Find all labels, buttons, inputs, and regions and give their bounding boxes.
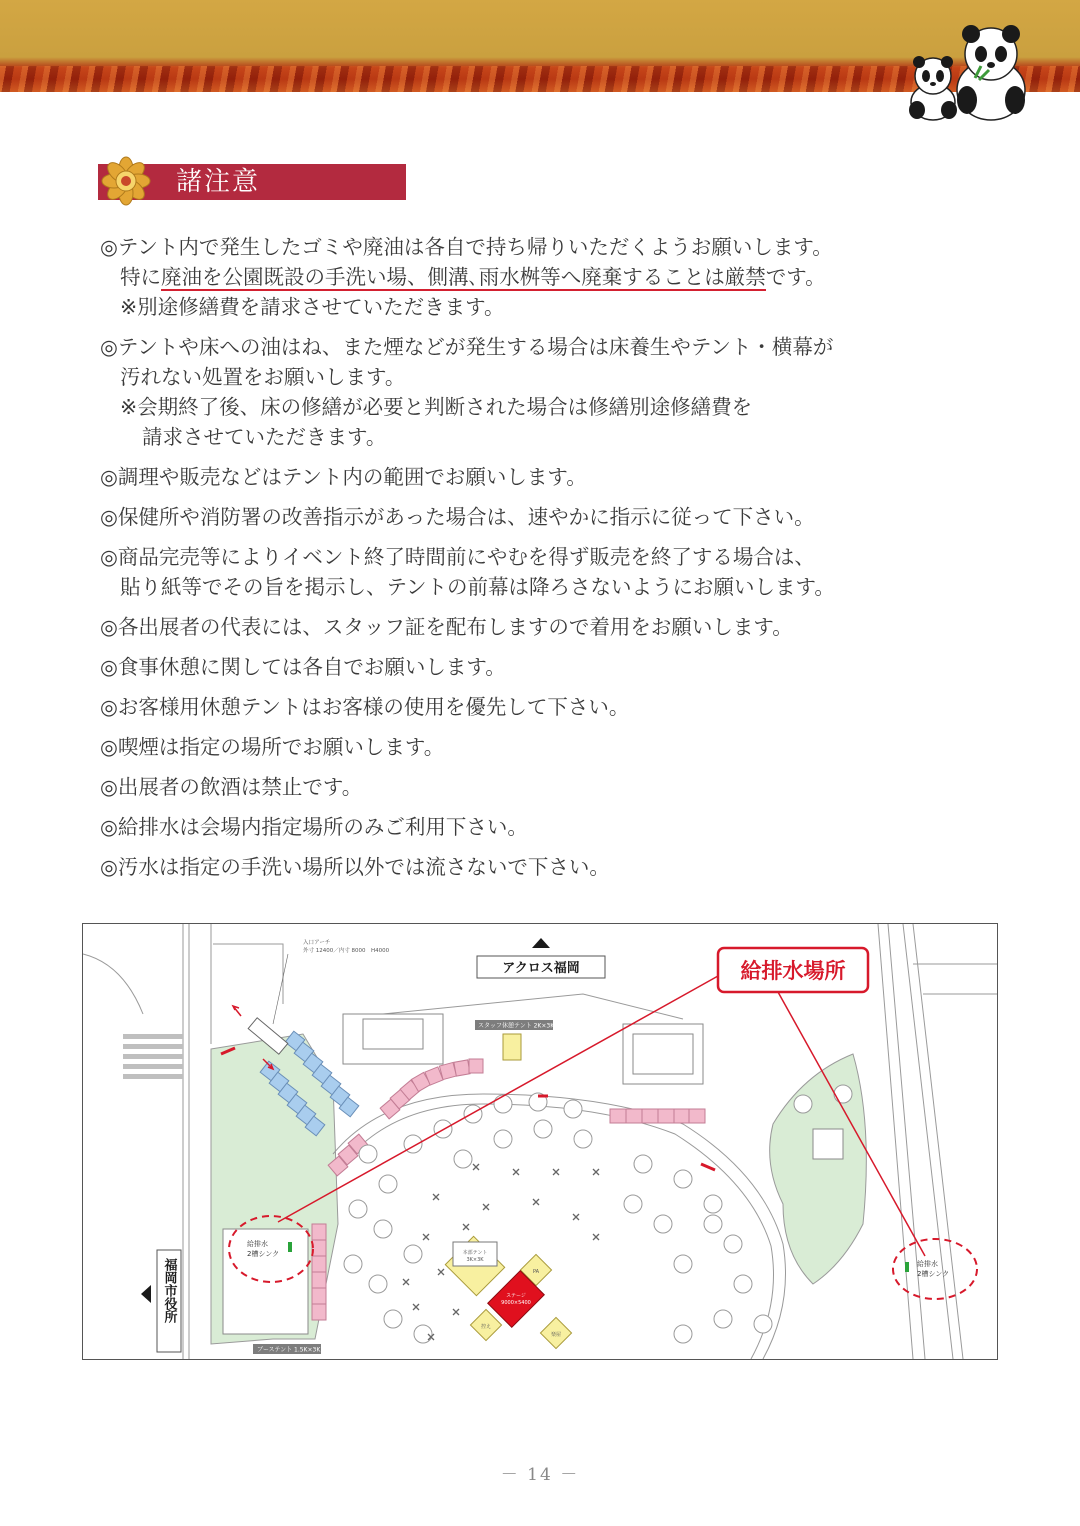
note-line: ◎テント内で発生したゴミや廃油は各自で持ち帰りいただくようお願いします。 (100, 235, 833, 259)
booth-tent-label: ブーステント 1.5K×3K (257, 1346, 321, 1354)
note-item: ◎食事休憩に関しては各自でお願いします。 (100, 655, 506, 679)
small-tent-label: 控え (480, 1324, 492, 1330)
triangle-left-icon (141, 1285, 151, 1303)
west-label: 福岡市役所 (161, 1258, 177, 1323)
sink-label: 給排水 (917, 1260, 938, 1268)
sink-label: 給排水 (247, 1240, 268, 1248)
staff-tent-label: スタッフ休憩テント 2K×3K (478, 1022, 555, 1030)
note-line-emphasis: 特に廃油を公園既設の手洗い場、側溝､雨水桝等へ廃棄することは厳禁です。 (120, 265, 826, 289)
note-item: ◎出展者の飲酒は禁止です。 (100, 775, 363, 799)
emphasis-underline: 廃油を公園既設の手洗い場、側溝､雨水桝等へ廃棄することは厳禁 (161, 265, 766, 289)
north-label: アクロス福岡 (502, 961, 580, 976)
triangle-up-icon (532, 938, 550, 948)
note-line: ※会期終了後、床の修繕が必要と判断された場合は修繕別途修繕費を (120, 395, 753, 419)
section-title: 諸注意 (176, 167, 261, 197)
stage-size: 9000×5400 (501, 1300, 531, 1306)
page-number: － 14 － (500, 1465, 580, 1485)
entrance-arch-label: 入口アーチ (303, 940, 331, 946)
stage-label: ステージ (506, 1293, 526, 1299)
note-item: ◎お客様用休憩テントはお客様の使用を優先して下さい。 (100, 695, 630, 719)
notes-list (100, 232, 980, 882)
note-item (100, 232, 980, 322)
note-item: ◎喫煙は指定の場所でお願いします。 (100, 735, 445, 759)
venue-map (82, 923, 998, 1360)
sink-indicator (905, 1262, 909, 1272)
note-item (100, 332, 980, 452)
note-item (100, 542, 980, 602)
note-line: 貼り紙等でその旨を掲示し、テントの前幕は降ろさないようにお願いします。 (120, 575, 835, 599)
sink-type-label: 2槽シンク (917, 1270, 950, 1278)
flower-emblem-icon (100, 155, 152, 207)
note-item: ◎汚水は指定の手洗い場所以外では流さないで下さい。 (100, 855, 610, 879)
panda-mascots-icon (905, 18, 1035, 124)
note-item: ◎各出展者の代表には、スタッフ証を配布しますので着用をお願いします。 (100, 615, 793, 639)
note-line: ◎テントや床への油はね、また煙などが発生する場合は床養生やテント・横幕が (100, 335, 834, 359)
small-tent-label: 楽屋 (550, 1332, 562, 1338)
note-line: 汚れない処置をお願いします。 (120, 365, 406, 389)
sink-type-label: 2槽シンク (247, 1250, 280, 1258)
note-item: ◎給排水は会場内指定場所のみご利用下さい。 (100, 815, 528, 839)
sink-indicator (288, 1242, 292, 1252)
entrance-arch-size-label: 外寸 12400／内寸 8000 H4000 (303, 948, 390, 954)
note-line: ◎商品完売等によりイベント終了時間前にやむを得ず販売を終了する場合は、 (100, 545, 815, 569)
venue-map-drawing (83, 924, 997, 1359)
water-supply-callout-label: 給排水場所 (740, 959, 846, 983)
note-line: ※別途修繕費を請求させていただきます。 (120, 295, 505, 319)
note-item: ◎調理や販売などはテント内の範囲でお願いします。 (100, 465, 587, 489)
note-item: ◎保健所や消防署の改善指示があった場合は、速やかに指示に従って下さい。 (100, 505, 815, 529)
hq-tent-label: 本部テント (462, 1250, 488, 1256)
small-tent-label: PA (532, 1269, 540, 1275)
hq-tent-size: 3K×3K (466, 1257, 484, 1263)
note-line: 請求させていただきます。 (142, 425, 387, 449)
